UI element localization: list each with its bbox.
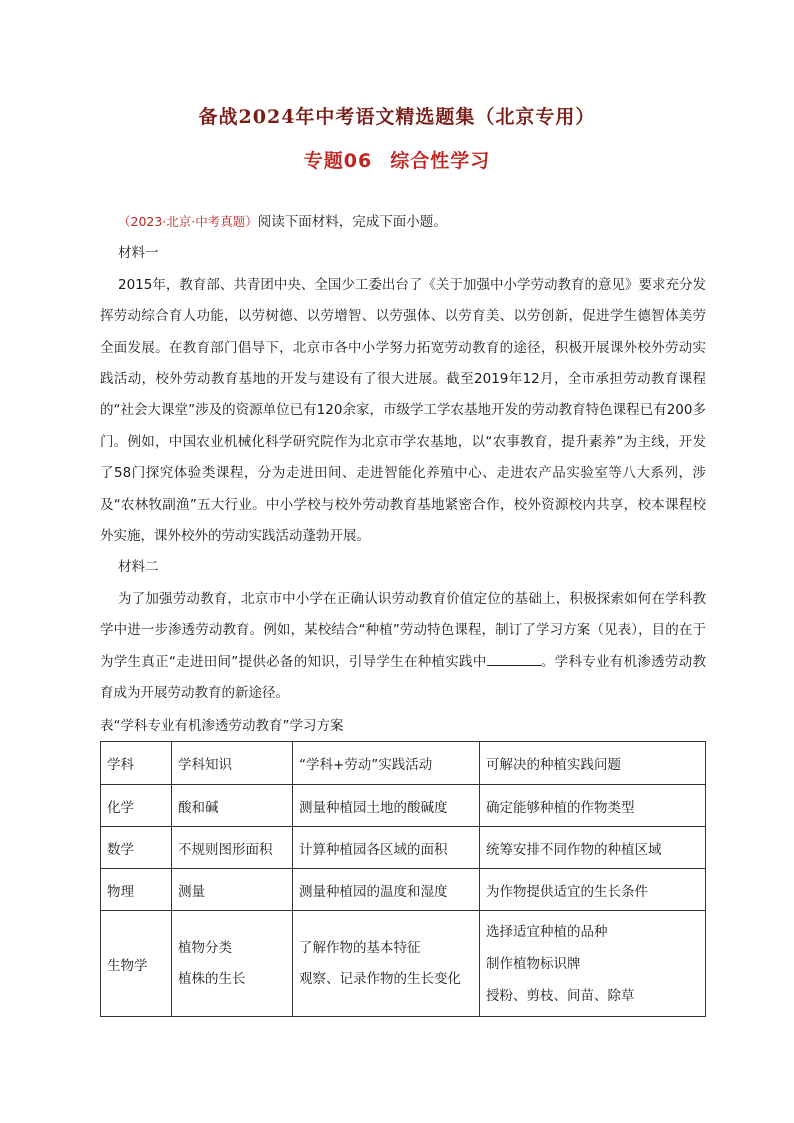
- table-row: [101, 869, 706, 911]
- answer-blank[interactable]: [487, 651, 541, 666]
- table-row: [101, 827, 706, 869]
- table-cell-problems: [480, 911, 706, 1017]
- material2-heading: 材料二: [118, 559, 159, 576]
- topic-title: [0, 146, 794, 173]
- table-header-cell: 学科知识: [172, 742, 293, 785]
- table-cell: 数学: [101, 827, 172, 869]
- cell-line: 选择适宜种植的品种: [486, 923, 608, 940]
- cell-line: 制作植物标识牌: [486, 955, 581, 972]
- cell-line: 观察、记录作物的生长变化: [299, 970, 461, 987]
- question-body: [100, 206, 706, 710]
- material1-text: 2015年，教育部、共青团中央、全国少工委出台了《关于加强中小学劳动教育的意见》要求充分发挥劳动综合育人功能，以劳树德、以劳增智、以劳强体、以劳育美、以劳创新，促进学生德智体美劳全面发展。在教育部门倡导下，北京市各中小学努力拓宽劳动教育的途径，积极开展课外校外劳动实践活动，校外劳动教育基地的开发与建设有了很大进展。截至2019年12月，全市承担劳动教育课程的“社会大课堂”涉及的资源单位已有120余家，市级学工学农基地开发的劳动教育特色课程已有200多门。例如，中国农业机械化科学研究院作为北京市学农基地，以“农事教育，提升素养”为主线，开发了58门探究体验类课程，分为走进田间、走进智能化养殖中心、走进农产品实验室等八大系列，涉及“农林牧副渔”五大行业。中小学校与校外劳动教育基地紧密合作，校外资源校内共享，校本课程校外实施，课外校外的劳动实践活动蓬勃开展。: [100, 276, 706, 545]
- cell-line: 植物分类: [178, 939, 232, 956]
- table-row-biology: [101, 911, 706, 1017]
- cell-line: 植株的生长: [178, 970, 246, 987]
- material2-text: [100, 584, 706, 710]
- question-source: （2023·北京·中考真题）: [118, 214, 258, 229]
- table-cell-knowledge: [172, 911, 293, 1017]
- table-cell: 计算种植园各区域的面积: [293, 827, 480, 869]
- table-header-row: [101, 742, 706, 785]
- table-cell: 统筹安排不同作物的种植区域: [480, 827, 706, 869]
- table-cell: 化学: [101, 785, 172, 827]
- table-cell: 生物学: [101, 911, 172, 1017]
- table-cell: 物理: [101, 869, 172, 911]
- table-cell: 酸和碱: [172, 785, 293, 827]
- material2-text-after: 。学科专业有机渗透劳动教育成为开展劳动教育的新途径。: [100, 653, 706, 702]
- material1-heading: 材料一: [118, 245, 159, 262]
- topic-label: 专题06: [303, 150, 373, 172]
- table-cell: 为作物提供适宜的生长条件: [480, 869, 706, 911]
- table-cell: 确定能够种植的作物类型: [480, 785, 706, 827]
- table-cell: 测量: [172, 869, 293, 911]
- topic-name: 综合性学习: [390, 150, 491, 172]
- table-cell: 测量种植园土地的酸碱度: [293, 785, 480, 827]
- table-header-cell: 学科: [101, 742, 172, 785]
- question-instruction: 阅读下面材料，完成下面小题。: [257, 214, 447, 230]
- cell-line: 了解作物的基本特征: [299, 939, 421, 956]
- document-title: 备战2024年中考语文精选题集（北京专用）: [198, 106, 596, 128]
- table-row: [101, 785, 706, 827]
- table-cell: 测量种植园的温度和湿度: [293, 869, 480, 911]
- table-header-cell: “学科+劳动”实践活动: [293, 742, 480, 785]
- study-plan-table: [100, 741, 706, 1017]
- table-cell-activities: [293, 911, 480, 1017]
- table-cell: 不规则图形面积: [172, 827, 293, 869]
- material2-text-before: 为了加强劳动教育，北京市中小学在正确认识劳动教育价值定位的基础上，积极探索如何在学科教学中进一步渗透劳动教育。例如，某校结合“种植”劳动特色课程，制订了学习方案（见表），目的在于为学生真正“走进田间”提供必备的知识，引导学生在种植实践中: [100, 590, 706, 670]
- cell-line: 授粉、剪枝、间苗、除草: [486, 987, 635, 1004]
- table-header-cell: 可解决的种植实践问题: [480, 742, 706, 785]
- table-caption: 表“学科专业有机渗透劳动教育”学习方案: [100, 718, 344, 734]
- question-intro: [100, 206, 706, 238]
